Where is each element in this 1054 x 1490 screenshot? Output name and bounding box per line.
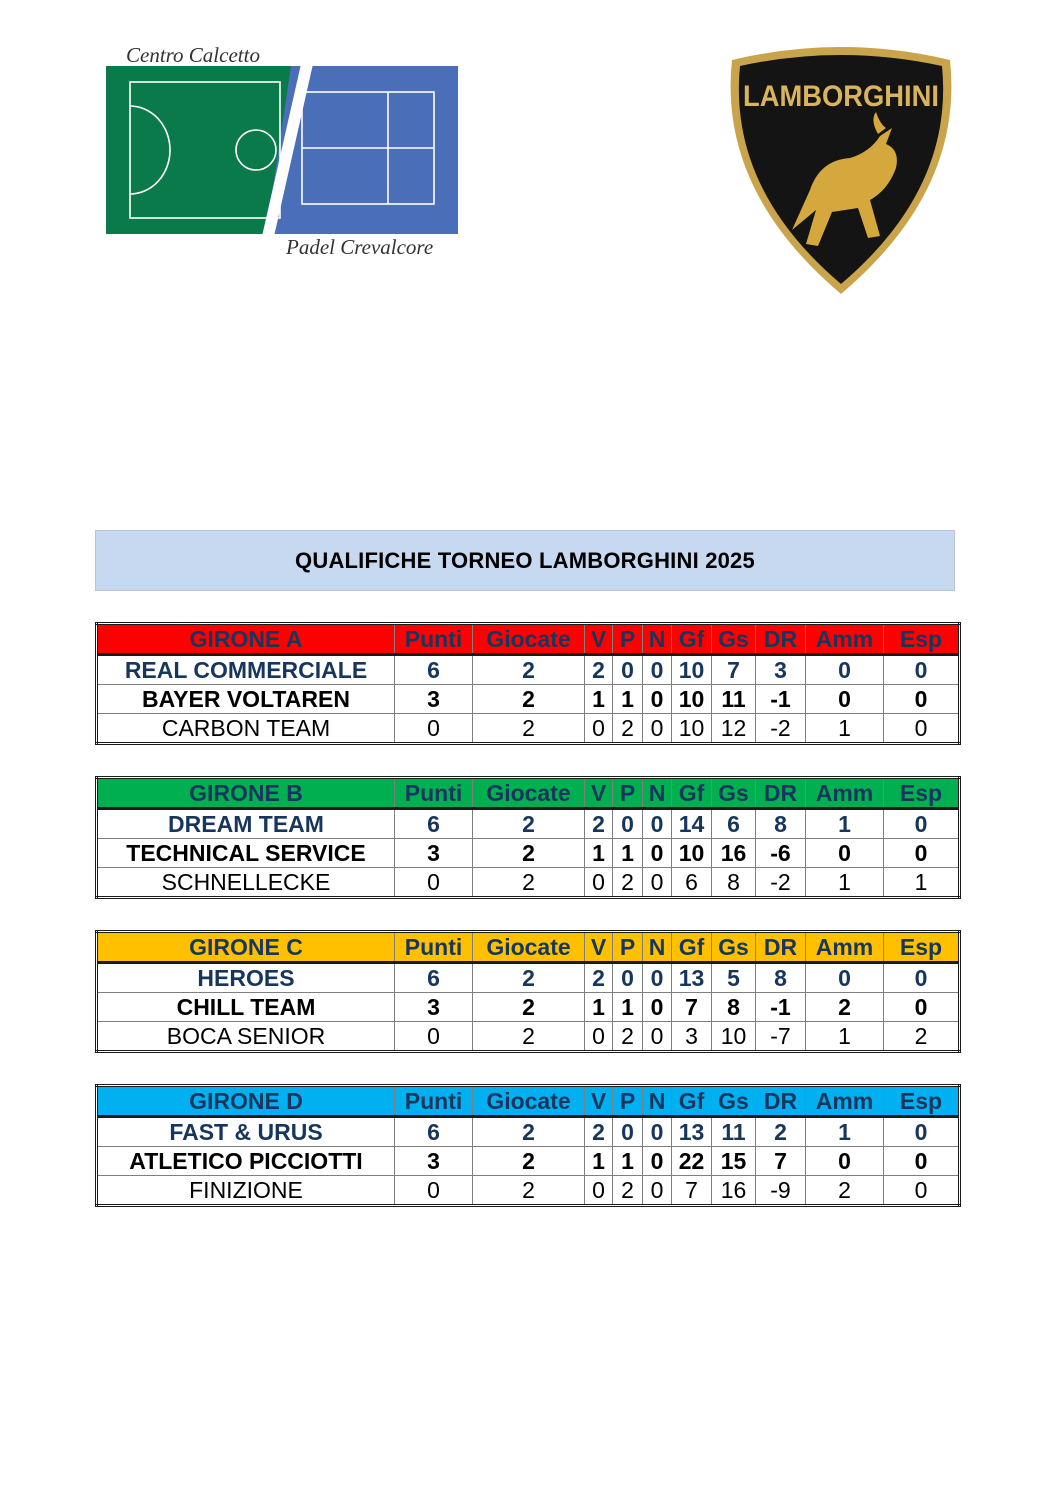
stat-cell: 8 xyxy=(712,868,756,898)
stat-cell: 2 xyxy=(756,1117,806,1147)
stat-cell: 0 xyxy=(643,714,672,744)
stat-cell: 1 xyxy=(613,993,643,1022)
stat-cell: 1 xyxy=(806,809,884,839)
stat-cell: 2 xyxy=(473,1176,585,1206)
stat-cell: 0 xyxy=(585,714,613,744)
stat-cell: 0 xyxy=(643,963,672,993)
column-header: Giocate xyxy=(473,1086,585,1117)
column-header: P xyxy=(613,778,643,809)
column-header: Giocate xyxy=(473,932,585,963)
stat-cell: 2 xyxy=(585,1117,613,1147)
stat-cell: 0 xyxy=(884,714,960,744)
team-name: HEROES xyxy=(97,963,395,993)
stat-cell: 0 xyxy=(884,993,960,1022)
stat-cell: 6 xyxy=(395,809,473,839)
column-header: DR xyxy=(756,1086,806,1117)
stat-cell: 2 xyxy=(473,839,585,868)
column-header: Gs xyxy=(712,932,756,963)
table-row xyxy=(97,963,960,993)
group-table xyxy=(95,930,961,1053)
table-row xyxy=(97,993,960,1022)
stat-cell: 11 xyxy=(712,1117,756,1147)
stat-cell: 10 xyxy=(672,839,712,868)
stat-cell: -9 xyxy=(756,1176,806,1206)
stat-cell: 0 xyxy=(643,1176,672,1206)
stat-cell: 0 xyxy=(643,1117,672,1147)
table-row xyxy=(97,839,960,868)
stat-cell: 8 xyxy=(756,809,806,839)
stat-cell: 7 xyxy=(712,655,756,685)
stat-cell: 2 xyxy=(473,1147,585,1176)
table-row xyxy=(97,1176,960,1206)
column-header: Amm xyxy=(806,1086,884,1117)
stat-cell: 0 xyxy=(884,1147,960,1176)
group-table xyxy=(95,1084,961,1207)
team-name: FAST & URUS xyxy=(97,1117,395,1147)
column-header: Amm xyxy=(806,778,884,809)
stat-cell: 2 xyxy=(473,655,585,685)
table-row xyxy=(97,685,960,714)
stat-cell: 2 xyxy=(473,993,585,1022)
stat-cell: 2 xyxy=(473,685,585,714)
team-name: DREAM TEAM xyxy=(97,809,395,839)
column-header: Gf xyxy=(672,624,712,655)
stat-cell: 2 xyxy=(585,655,613,685)
group-header-row xyxy=(97,1086,960,1117)
stat-cell: 2 xyxy=(613,1176,643,1206)
stat-cell: 0 xyxy=(643,809,672,839)
team-name: CARBON TEAM xyxy=(97,714,395,744)
stat-cell: 16 xyxy=(712,839,756,868)
stat-cell: 0 xyxy=(643,1022,672,1052)
column-header: Esp xyxy=(884,1086,960,1117)
stat-cell: 0 xyxy=(643,993,672,1022)
stat-cell: 3 xyxy=(395,839,473,868)
group-name: GIRONE B xyxy=(97,778,395,809)
stat-cell: 1 xyxy=(884,868,960,898)
stat-cell: 1 xyxy=(585,685,613,714)
stat-cell: 7 xyxy=(756,1147,806,1176)
stat-cell: 2 xyxy=(473,868,585,898)
stat-cell: 3 xyxy=(395,993,473,1022)
column-header: Punti xyxy=(395,932,473,963)
stat-cell: 0 xyxy=(585,868,613,898)
stat-cell: 6 xyxy=(712,809,756,839)
stat-cell: -7 xyxy=(756,1022,806,1052)
stat-cell: 8 xyxy=(712,993,756,1022)
team-name: FINIZIONE xyxy=(97,1176,395,1206)
team-name: SCHNELLECKE xyxy=(97,868,395,898)
stat-cell: 1 xyxy=(613,1147,643,1176)
stat-cell: 2 xyxy=(473,1022,585,1052)
stat-cell: 2 xyxy=(613,868,643,898)
logo-left-top-text: Centro Calcetto xyxy=(126,43,260,67)
column-header: P xyxy=(613,1086,643,1117)
stat-cell: 6 xyxy=(395,1117,473,1147)
table-row xyxy=(97,809,960,839)
stat-cell: 2 xyxy=(806,993,884,1022)
logo-right-text: LAMBORGHINI xyxy=(743,80,939,113)
group-header-row xyxy=(97,932,960,963)
stat-cell: 0 xyxy=(643,868,672,898)
stat-cell: 0 xyxy=(395,714,473,744)
stat-cell: 22 xyxy=(672,1147,712,1176)
table-row xyxy=(97,1022,960,1052)
stat-cell: 0 xyxy=(395,1022,473,1052)
group-table xyxy=(95,622,961,745)
stat-cell: 1 xyxy=(806,714,884,744)
page-title: QUALIFICHE TORNEO LAMBORGHINI 2025 xyxy=(295,547,755,573)
stat-cell: 2 xyxy=(613,714,643,744)
column-header: P xyxy=(613,624,643,655)
table-row xyxy=(97,655,960,685)
column-header: DR xyxy=(756,932,806,963)
column-header: Giocate xyxy=(473,778,585,809)
stat-cell: 0 xyxy=(806,1147,884,1176)
stat-cell: 3 xyxy=(395,685,473,714)
column-header: V xyxy=(585,1086,613,1117)
column-header: Gf xyxy=(672,1086,712,1117)
group-header-row xyxy=(97,624,960,655)
column-header: Gs xyxy=(712,1086,756,1117)
stat-cell: 0 xyxy=(395,868,473,898)
stat-cell: 0 xyxy=(613,809,643,839)
stat-cell: 1 xyxy=(613,685,643,714)
column-header: Amm xyxy=(806,932,884,963)
stat-cell: 0 xyxy=(884,685,960,714)
team-name: ATLETICO PICCIOTTI xyxy=(97,1147,395,1176)
stat-cell: 0 xyxy=(395,1176,473,1206)
stat-cell: 0 xyxy=(643,839,672,868)
column-header: DR xyxy=(756,624,806,655)
column-header: Gs xyxy=(712,624,756,655)
stat-cell: 0 xyxy=(613,1117,643,1147)
group-header-row xyxy=(97,778,960,809)
column-header: Punti xyxy=(395,624,473,655)
stat-cell: 2 xyxy=(613,1022,643,1052)
group-name: GIRONE C xyxy=(97,932,395,963)
column-header: Amm xyxy=(806,624,884,655)
stat-cell: -6 xyxy=(756,839,806,868)
stat-cell: -1 xyxy=(756,993,806,1022)
column-header: V xyxy=(585,624,613,655)
stat-cell: 13 xyxy=(672,963,712,993)
column-header: V xyxy=(585,932,613,963)
stat-cell: 0 xyxy=(806,655,884,685)
team-name: BOCA SENIOR xyxy=(97,1022,395,1052)
stat-cell: 0 xyxy=(884,839,960,868)
stat-cell: 3 xyxy=(672,1022,712,1052)
lamborghini-logo xyxy=(720,40,962,298)
table-row xyxy=(97,714,960,744)
stat-cell: 3 xyxy=(756,655,806,685)
stat-cell: 2 xyxy=(473,963,585,993)
stat-cell: 1 xyxy=(806,1117,884,1147)
stat-cell: 2 xyxy=(585,963,613,993)
stat-cell: 0 xyxy=(806,839,884,868)
stat-cell: 1 xyxy=(585,839,613,868)
stat-cell: 6 xyxy=(395,655,473,685)
stat-cell: 8 xyxy=(756,963,806,993)
stat-cell: 10 xyxy=(712,1022,756,1052)
stat-cell: 11 xyxy=(712,685,756,714)
stat-cell: -2 xyxy=(756,714,806,744)
group-name: GIRONE A xyxy=(97,624,395,655)
stat-cell: 10 xyxy=(672,714,712,744)
team-name: REAL COMMERCIALE xyxy=(97,655,395,685)
stat-cell: -2 xyxy=(756,868,806,898)
stat-cell: 2 xyxy=(473,1117,585,1147)
stat-cell: 2 xyxy=(473,809,585,839)
stat-cell: 0 xyxy=(806,685,884,714)
column-header: Giocate xyxy=(473,624,585,655)
stat-cell: 6 xyxy=(395,963,473,993)
column-header: Punti xyxy=(395,778,473,809)
stat-cell: 10 xyxy=(672,685,712,714)
column-header: DR xyxy=(756,778,806,809)
column-header: V xyxy=(585,778,613,809)
team-name: CHILL TEAM xyxy=(97,993,395,1022)
stat-cell: 5 xyxy=(712,963,756,993)
stat-cell: 0 xyxy=(806,963,884,993)
table-row xyxy=(97,868,960,898)
stat-cell: 16 xyxy=(712,1176,756,1206)
stat-cell: 14 xyxy=(672,809,712,839)
stat-cell: 0 xyxy=(643,655,672,685)
stat-cell: 1 xyxy=(806,1022,884,1052)
stat-cell: 0 xyxy=(585,1022,613,1052)
stat-cell: 1 xyxy=(585,1147,613,1176)
stat-cell: 1 xyxy=(613,839,643,868)
stat-cell: 0 xyxy=(884,1117,960,1147)
stat-cell: 12 xyxy=(712,714,756,744)
stat-cell: 0 xyxy=(643,685,672,714)
stat-cell: 1 xyxy=(806,868,884,898)
stat-cell: 13 xyxy=(672,1117,712,1147)
stat-cell: 6 xyxy=(672,868,712,898)
table-row xyxy=(97,1117,960,1147)
column-header: N xyxy=(643,1086,672,1117)
stat-cell: 0 xyxy=(585,1176,613,1206)
group-table xyxy=(95,776,961,899)
column-header: Gf xyxy=(672,778,712,809)
stat-cell: 7 xyxy=(672,1176,712,1206)
team-name: TECHNICAL SERVICE xyxy=(97,839,395,868)
column-header: Esp xyxy=(884,932,960,963)
stat-cell: 2 xyxy=(806,1176,884,1206)
stat-cell: 3 xyxy=(395,1147,473,1176)
column-header: Esp xyxy=(884,778,960,809)
stat-cell: 15 xyxy=(712,1147,756,1176)
stat-cell: 0 xyxy=(613,655,643,685)
column-header: Gs xyxy=(712,778,756,809)
stat-cell: 2 xyxy=(884,1022,960,1052)
title-banner xyxy=(95,530,955,591)
stat-cell: 2 xyxy=(585,809,613,839)
stat-cell: -1 xyxy=(756,685,806,714)
stat-cell: 0 xyxy=(884,1176,960,1206)
stat-cell: 0 xyxy=(613,963,643,993)
group-name: GIRONE D xyxy=(97,1086,395,1117)
stat-cell: 0 xyxy=(884,963,960,993)
column-header: Gf xyxy=(672,932,712,963)
table-row xyxy=(97,1147,960,1176)
column-header: Esp xyxy=(884,624,960,655)
centro-calcetto-logo xyxy=(106,42,462,264)
stat-cell: 10 xyxy=(672,655,712,685)
column-header: Punti xyxy=(395,1086,473,1117)
stat-cell: 0 xyxy=(884,809,960,839)
column-header: N xyxy=(643,778,672,809)
column-header: N xyxy=(643,932,672,963)
team-name: BAYER VOLTAREN xyxy=(97,685,395,714)
stat-cell: 7 xyxy=(672,993,712,1022)
column-header: N xyxy=(643,624,672,655)
stat-cell: 0 xyxy=(643,1147,672,1176)
column-header: P xyxy=(613,932,643,963)
stat-cell: 0 xyxy=(884,655,960,685)
logo-left-bottom-text: Padel Crevalcore xyxy=(286,235,434,259)
stat-cell: 2 xyxy=(473,714,585,744)
stat-cell: 1 xyxy=(585,993,613,1022)
